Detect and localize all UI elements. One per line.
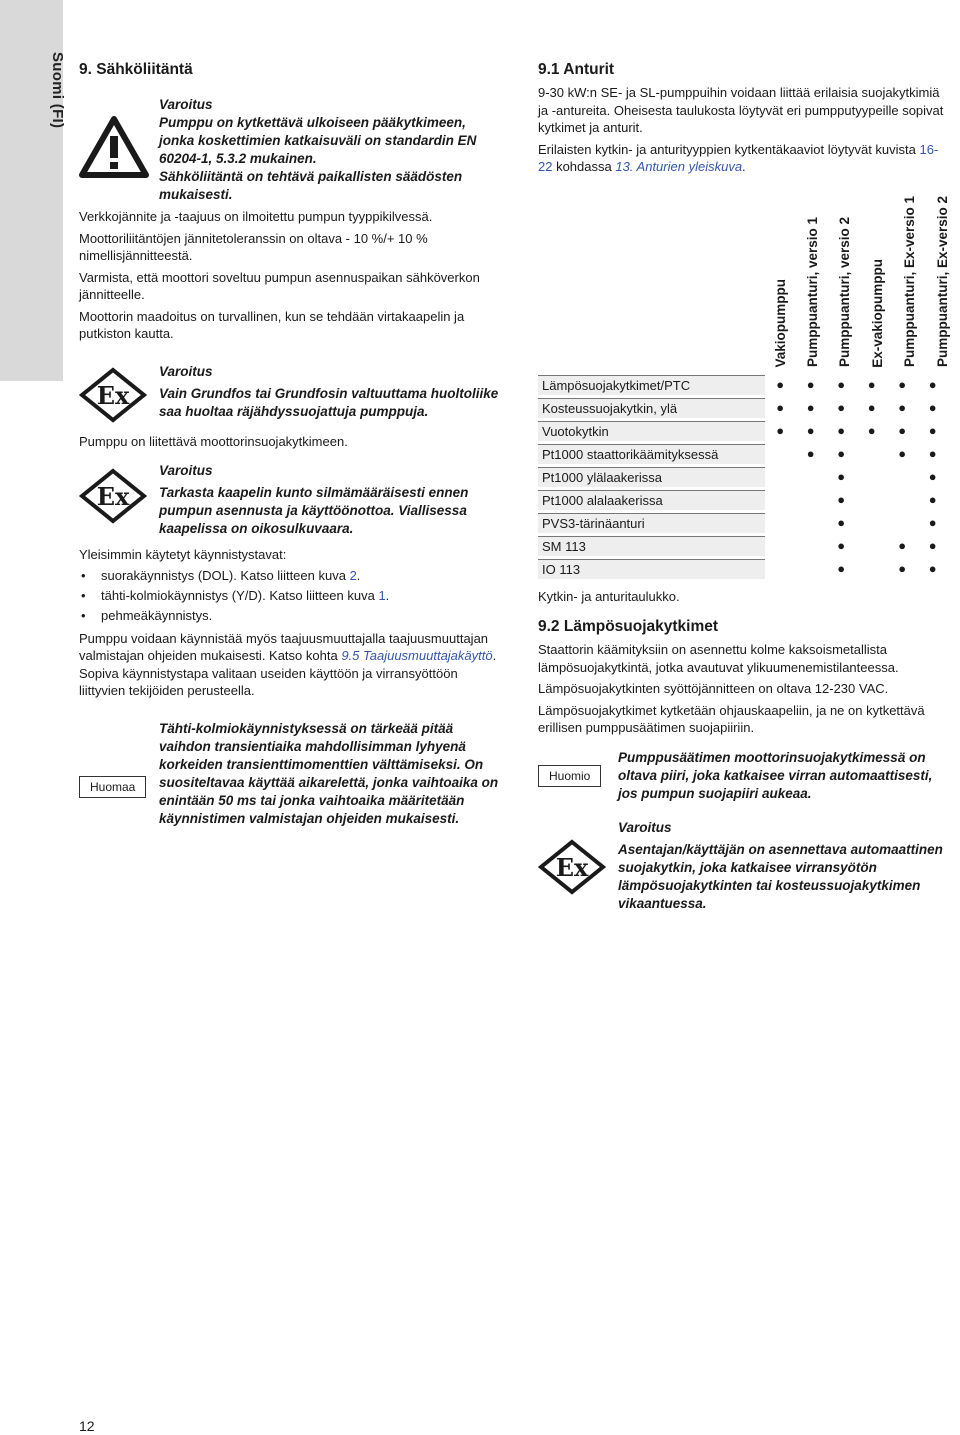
column-header: Vakiopumppu [773,278,788,368]
note-block [538,749,948,803]
bullet-dot: ● [776,423,785,438]
empty-cell [765,559,796,579]
warning-title: Varoitus [618,819,672,835]
bullet-dot: ● [867,423,876,438]
left-column [79,60,499,828]
warning-text: Asentajan/käyttäjän on asennettava automaattinen suojakytkin, joka katkaisee virransyötön lämpösuojakytkinten tai kosteussuojakytkimen vikaantuessa. [618,841,943,911]
warning-text: Vain Grundfos tai Grundfosin valtuuttama huoltoliike saa huoltaa räjähdyssuojattuja pumppuja. [159,385,499,419]
bullet-dot: ● [837,423,846,438]
paragraph: Pumppu on liitettävä moottorinsuojakytkimeen. [79,433,348,449]
table-row [538,421,948,441]
bullet-dot: ● [928,492,937,507]
bullet-dot: ● [928,400,937,415]
row-label: Lämpösuojakytkimet/PTC [538,375,765,395]
warning-text-2: Sähköliitäntä on tehtävä paikallisten säädösten mukaisesti. [159,169,463,202]
table-row [538,467,948,487]
row-label: SM 113 [538,536,765,556]
section-link[interactable]: 9.5 Taajuusmuuttajakäyttö [341,648,493,663]
warning-title: Varoitus [159,363,213,379]
bullet-dot: ● [776,400,785,415]
right-column [538,60,948,913]
empty-cell [856,536,887,556]
bullet-dot: ● [837,377,846,392]
warning-block [538,819,948,913]
bullet-dot: ● [928,469,937,484]
warning-text: Pumppu on kytkettävä ulkoiseen pääkytkimeen, jonka koskettimien katkaisuväli on standardin EN 60204-1, 5.3.2 mukainen. [159,115,477,166]
table-caption: Kytkin- ja anturitaulukko. [538,588,680,604]
empty-cell [765,513,796,533]
column-header: Pumppuanturi, versio 2 [837,217,852,368]
table-row [538,490,948,510]
row-label: Pt1000 staattorikäämityksessä [538,444,765,464]
note-label: Huomaa [79,776,146,798]
empty-cell [887,467,918,487]
bullet-dot: ● [898,446,907,461]
empty-cell [765,467,796,487]
empty-cell [856,559,887,579]
empty-cell [795,536,826,556]
bullet-dot: ● [837,561,846,576]
row-label: PVS3-tärinäanturi [538,513,765,533]
bullet-dot: ● [898,423,907,438]
table-header [538,182,948,372]
warning-text: Tarkasta kaapelin kunto silmämääräisesti ennen pumpun asennusta ja käyttöönottoa. Viallisessa kaapelissa on oikosulkuvaara. [159,485,469,536]
bullet-dot: ● [806,400,815,415]
language-label: Suomi (FI) [49,52,66,129]
row-label: Vuotokytkin [538,421,765,441]
paragraph: Staattorin käämityksiin on asennettu kolme kaksoismetallista lämpösuojakytkintä, jotka avautuvat ylikuumenemistilanteessa. [538,642,899,675]
paragraph: Lämpösuojakytkimet kytketään ohjauskaapeliin, ja ne on kytkettävä erillisen pumppusäätimen suojapiiriin. [538,702,925,735]
paragraph: Lämpösuojakytkinten syöttöjännitteen on oltava 12-230 VAC. [538,681,889,696]
paragraph: Yleisimmin käytetyt käynnistystavat: [79,547,287,562]
column-header: Pumppuanturi, Ex-versio 2 [935,196,950,368]
bullet-dot: ● [837,446,846,461]
empty-cell [856,444,887,464]
column-header: Ex-vakiopumppu [870,258,885,368]
paragraph: Pumppu voidaan käynnistää myös taajuusmuuttajalla taajuusmuuttajan valmistajan ohjeiden mukaisesti. Katso kohta 9.5 Taajuusmuuttajakäyttö. Sopiva käynnistystapa valitaan useiden käyttöön ja virransyöttöön liittyvien tekijöiden perusteella. [79,630,497,698]
bullet-dot: ● [806,446,815,461]
note-label: Huomio [538,765,601,787]
table-row [538,398,948,418]
warning-block-3 [79,462,499,538]
svg-text:Ex: Ex [555,852,589,882]
paragraph: Moottorin maadoitus on turvallinen, kun se tehdään virtakaapelin ja putkiston kautta. [79,308,465,341]
table-row [538,444,948,464]
column-header: Pumppuanturi, Ex-versio 1 [902,196,917,368]
empty-cell [856,513,887,533]
empty-cell [856,490,887,510]
paragraph: Verkkojännite ja -taajuus on ilmoitettu pumpun tyyppikilvessä. [79,209,433,224]
paragraph: Erilaisten kytkin- ja anturityyppien kytkentäkaaviot löytyvät kuvista 16-22 kohdassa 13. Anturien yleiskuva. [538,141,939,174]
empty-cell [887,490,918,510]
bullet-dot: ● [837,492,846,507]
warning-block-1 [79,96,499,204]
section-heading-sensors: 9.1 Anturit [538,61,615,78]
section-heading-thermal: 9.2 Lämpösuojakytkimet [538,618,719,635]
figure-link[interactable]: 16 [919,141,934,157]
bullet-dot: ● [928,538,937,553]
empty-cell [765,444,796,464]
list-item: • suorakäynnistys (DOL). Katso liitteen kuva 2. [79,566,499,586]
bullet-dot: ● [898,561,907,576]
bullet-dot: ● [837,400,846,415]
bullet-dot: ● [837,538,846,553]
column-header: Pumppuanturi, versio 1 [805,217,820,368]
warning-triangle-icon [79,116,149,178]
bullet-dot: ● [806,377,815,392]
row-label: Pt1000 alalaakerissa [538,490,765,510]
bullet-dot: ● [898,400,907,415]
warning-title: Varoitus [159,463,213,478]
sensor-table [538,372,948,582]
warning-block-2 [79,363,499,421]
note-block [79,720,499,828]
bullet-dot: ● [867,377,876,392]
bullet-dot: ● [928,515,937,530]
list-item: • tähti-kolmiokäynnistys (Y/D). Katso liitteen kuva 1. [79,586,499,606]
bullet-dot: ● [776,377,785,392]
ex-explosion-icon [79,468,147,524]
figure-link[interactable]: 22 [538,159,553,174]
bullet-dot: ● [806,423,815,438]
empty-cell [765,536,796,556]
row-label: Pt1000 ylälaakerissa [538,467,765,487]
figure-link[interactable]: 1 [378,587,386,603]
section-heading-electrical: 9. Sähköliitäntä [79,61,193,78]
bullet-dot: ● [837,469,846,484]
table-row [538,513,948,533]
bullet-dot: ● [928,423,937,438]
ex-explosion-icon [79,367,147,423]
bullet-dot: ● [898,377,907,392]
warning-title: Varoitus [159,97,213,112]
empty-cell [795,490,826,510]
bullet-dot: ● [928,377,937,392]
svg-text:Ex: Ex [96,482,130,511]
empty-cell [795,467,826,487]
ex-explosion-icon [538,839,606,895]
empty-cell [887,513,918,533]
note-text: Tähti-kolmiokäynnistyksessä on tärkeää pitää vaihdon transientiaika mahdollisimman lyhyenä korkeiden transienttimomenttien välttämiseksi. On suositeltavaa käyttää aikarelettä, jonka vaihtoaika on enintään 50 ms tai jonka vaihtoaika määritetään käynnistimen valmistajan ohjeiden mukaisesti. [159,720,499,826]
row-label: Kosteussuojakytkin, ylä [538,398,765,418]
empty-cell [795,559,826,579]
paragraph: Moottoriliitäntöjen jännitetoleranssin on oltava - 10 %/+ 10 % nimellisjännitteestä. [79,230,428,263]
empty-cell [856,467,887,487]
figure-link[interactable]: 2 [349,567,357,583]
empty-cell [795,513,826,533]
table-row [538,536,948,556]
bullet-dot: ● [837,515,846,530]
svg-text:Ex: Ex [96,380,130,410]
paragraph: Varmista, että moottori soveltuu pumpun asennuspaikan sähköverkon jännitteelle. [79,269,480,302]
bullet-dot: ● [928,446,937,461]
table-row [538,559,948,579]
row-label: IO 113 [538,559,765,579]
bullet-dot: ● [867,400,876,415]
list-item: • pehmeäkäynnistys. [79,606,499,626]
note-text: Pumppusäätimen moottorinsuojakytkimessä on oltava piiri, joka katkaisee virran automaattisesti, jos pumpun suojapiiri aukeaa. [618,749,933,801]
paragraph: 9-30 kW:n SE- ja SL-pumppuihin voidaan liittää erilaisia suojakytkimiä ja -antureita. Oheisesta taulukosta löytyvät eri pumpputyypeille sopivat kytkimet ja anturit. [538,85,944,135]
bullet-dot: ● [898,538,907,553]
table-row [538,375,948,395]
section-link[interactable]: 13. Anturien yleiskuva [615,159,743,174]
bullet-dot: ● [928,561,937,576]
page-number: 12 [79,1418,95,1434]
empty-cell [765,490,796,510]
language-side-tab [0,0,66,381]
